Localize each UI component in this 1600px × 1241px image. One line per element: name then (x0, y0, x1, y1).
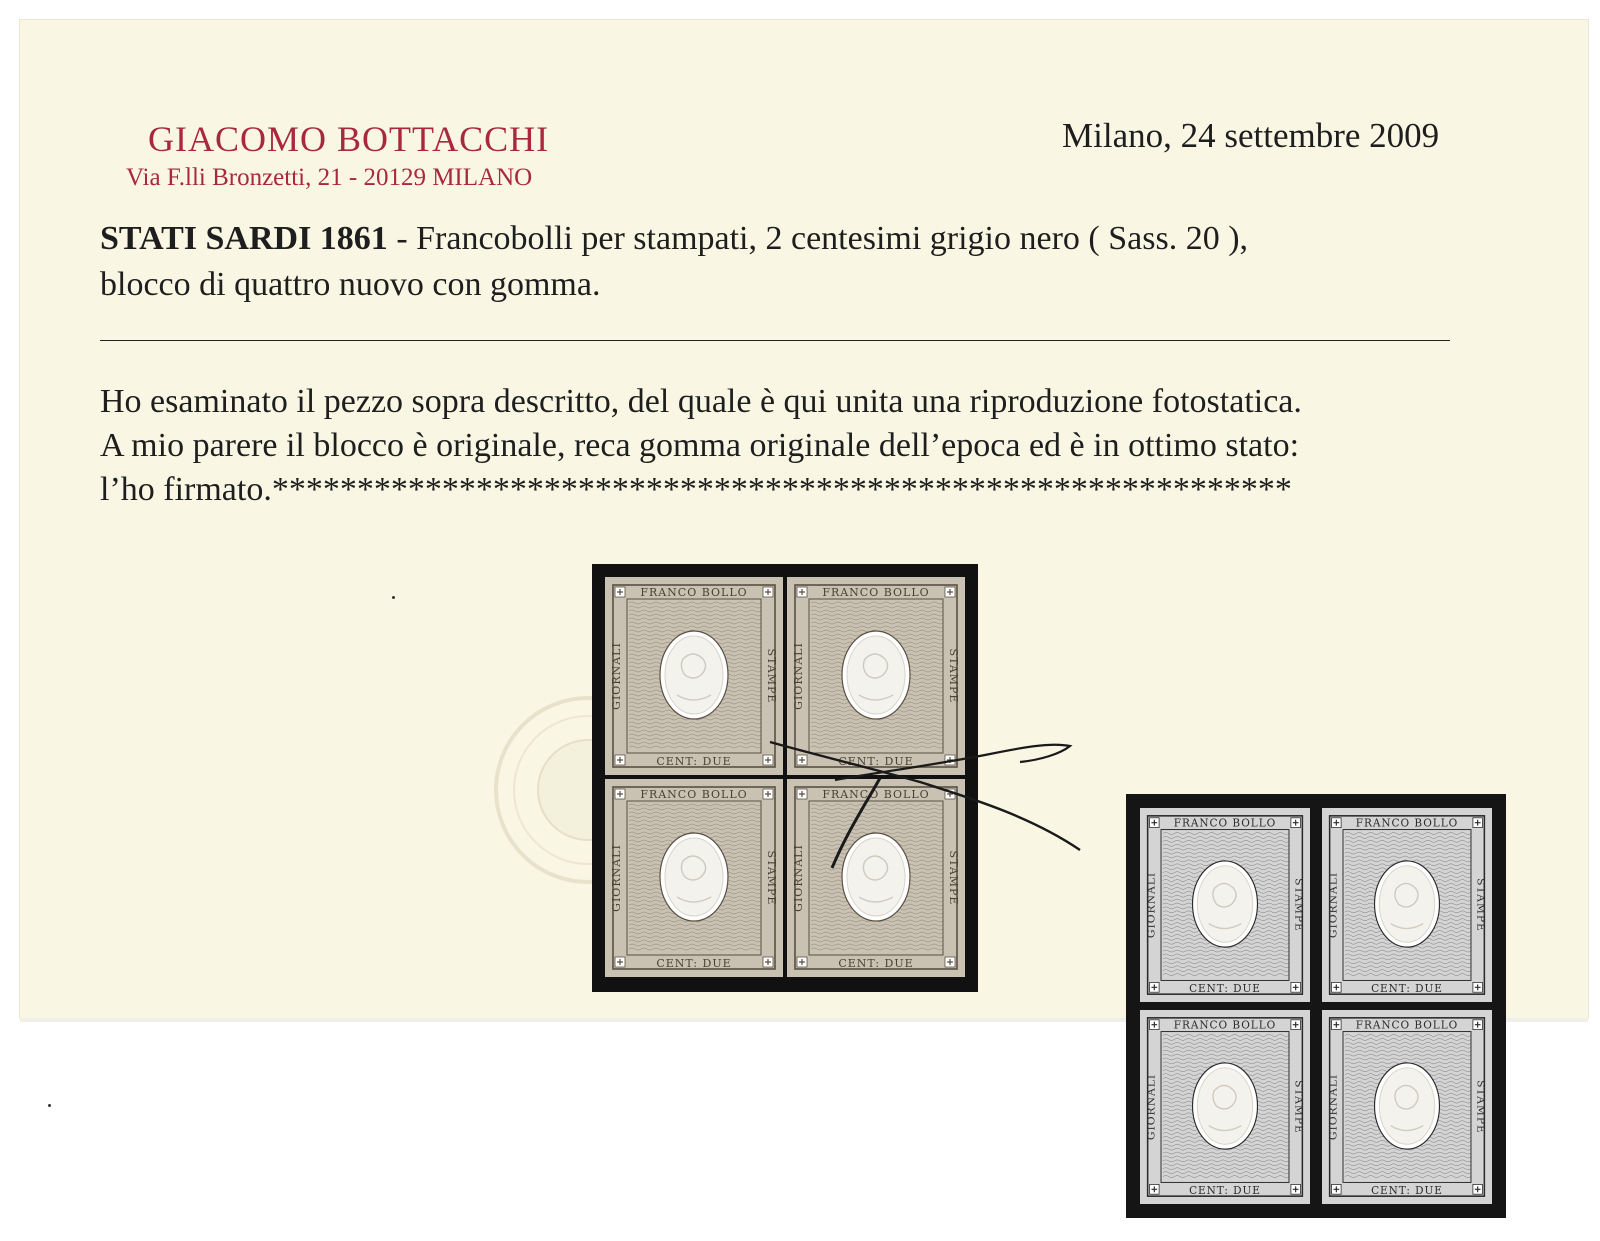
description-line-2: blocco di quattro nuovo con gomma. (100, 266, 601, 303)
svg-text:STAMPE: STAMPE (947, 648, 960, 704)
svg-text:GIORNALI: GIORNALI (1326, 1073, 1340, 1141)
svg-text:CENT: DUE: CENT: DUE (1189, 1184, 1261, 1198)
description-line-1 (100, 216, 1248, 262)
svg-text:FRANCO BOLLO: FRANCO BOLLO (1355, 816, 1459, 830)
svg-text:STAMPE: STAMPE (1292, 878, 1306, 932)
issuer-address: Via F.lli Bronzetti, 21 - 20129 MILANO (126, 164, 533, 191)
svg-text:GIORNALI: GIORNALI (1144, 871, 1158, 939)
item-description (100, 216, 1248, 308)
svg-text:GIORNALI: GIORNALI (1144, 1073, 1158, 1141)
svg-text:STAMPE: STAMPE (765, 648, 778, 704)
stamp-bottom-left (1140, 1010, 1310, 1204)
svg-text:FRANCO BOLLO: FRANCO BOLLO (822, 586, 930, 599)
svg-text:GIORNALI: GIORNALI (792, 844, 805, 912)
svg-text:FRANCO BOLLO: FRANCO BOLLO (1355, 1018, 1459, 1032)
svg-text:STAMPE: STAMPE (1474, 1080, 1488, 1134)
statement-line-1: Ho esaminato il pezzo sopra descritto, del quale è qui unita una riproduzione fotostatica. (100, 383, 1302, 420)
speck (392, 596, 395, 599)
svg-text:CENT: DUE: CENT: DUE (838, 755, 914, 768)
stamp-image (1140, 1010, 1310, 1204)
stamp-image (1322, 1010, 1492, 1204)
svg-text:CENT: DUE: CENT: DUE (656, 755, 732, 768)
expert-statement (100, 380, 1302, 512)
svg-text:FRANCO BOLLO: FRANCO BOLLO (1173, 1018, 1277, 1032)
svg-text:CENT: DUE: CENT: DUE (1371, 1184, 1443, 1198)
svg-text:GIORNALI: GIORNALI (610, 642, 623, 710)
svg-text:GIORNALI: GIORNALI (1326, 871, 1340, 939)
svg-text:FRANCO BOLLO: FRANCO BOLLO (640, 586, 748, 599)
description-detail: - Francobolli per stampati, 2 centesimi grigio nero ( Sass. 20 ), (387, 220, 1249, 257)
svg-text:GIORNALI: GIORNALI (610, 844, 623, 912)
description-title: STATI SARDI 1861 (100, 220, 388, 257)
certificate-date: Milano, 24 settembre 2009 (1062, 116, 1440, 155)
svg-text:FRANCO BOLLO: FRANCO BOLLO (822, 788, 930, 801)
issuer-name: GIACOMO BOTTACCHI (148, 119, 550, 159)
divider (100, 340, 1450, 341)
svg-text:STAMPE: STAMPE (1474, 878, 1488, 932)
speck (48, 1104, 51, 1107)
svg-text:STAMPE: STAMPE (947, 850, 960, 906)
svg-text:GIORNALI: GIORNALI (792, 642, 805, 710)
svg-text:FRANCO BOLLO: FRANCO BOLLO (640, 788, 748, 801)
svg-text:CENT: DUE: CENT: DUE (1189, 982, 1261, 996)
stamp-bottom-right (1322, 1010, 1492, 1204)
svg-text:STAMPE: STAMPE (1292, 1080, 1306, 1134)
svg-text:STAMPE: STAMPE (765, 850, 778, 906)
stamp-block-photo-2 (1126, 794, 1506, 1218)
svg-text:CENT: DUE: CENT: DUE (838, 957, 914, 970)
svg-text:CENT: DUE: CENT: DUE (656, 957, 732, 970)
stamp-top-right (1322, 808, 1492, 1002)
stamp-image (1322, 808, 1492, 1002)
statement-line-3: l’ho firmato.************************************************************ (100, 471, 1292, 508)
svg-text:CENT: DUE: CENT: DUE (1371, 982, 1443, 996)
signature (740, 720, 1090, 880)
statement-line-2: A mio parere il blocco è originale, reca gomma originale dell’epoca ed è in ottimo stato: (100, 427, 1300, 464)
svg-text:FRANCO BOLLO: FRANCO BOLLO (1173, 816, 1277, 830)
stamp-image (1140, 808, 1310, 1002)
stamp-top-left (1140, 808, 1310, 1002)
